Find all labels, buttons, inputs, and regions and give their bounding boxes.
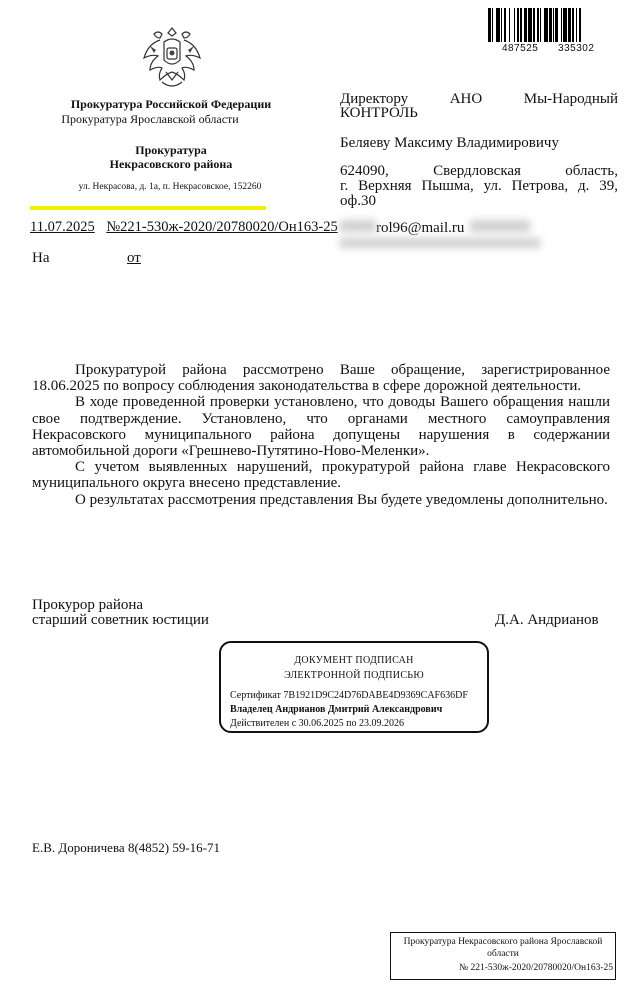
coat-of-arms-icon	[140, 24, 204, 90]
recipient-line1: Директору АНО Мы-Народный	[340, 91, 618, 107]
body-paragraph: О результатах рассмотрения представления Вы будете уведомлены дополнительно.	[75, 491, 608, 508]
barcode	[488, 8, 614, 46]
registration-box	[390, 932, 616, 980]
org-name: Прокуратура Российской Федерации	[70, 97, 272, 111]
stamp-valid-label: Действителен	[230, 718, 290, 729]
barcode-bar	[581, 8, 585, 42]
reply-ot-label: от	[127, 250, 141, 266]
district-line1: Прокуратура	[135, 143, 207, 157]
registration-line2: области	[487, 948, 519, 959]
org-region: Прокуратура Ярославской области	[61, 112, 239, 126]
stamp-valid-value: с 30.06.2025 по 23.09.2026	[291, 718, 405, 729]
stamp-title2: ЭЛЕКТРОННОЙ ПОДПИСЬЮ	[284, 670, 424, 681]
stamp-owner	[230, 703, 487, 717]
redaction-block	[340, 220, 376, 232]
body-paragraph: В ходе проведенной проверки установлено, что доводы Вашего обращения нашли свое подтверждение. Установлено, что органами местного самоуправления Некрасовского муниципального района допущены нарушения в содержании автомобильной дороги «Грешнево-Путятино-Ново-Меленки».	[32, 394, 610, 460]
stamp-cert-value: 7B1921D9C24D76DABE4D9369CAF636DF	[283, 690, 468, 701]
signatory-title1: Прокурор района	[32, 597, 144, 613]
highlight-line	[30, 206, 266, 210]
stamp-title1: ДОКУМЕНТ ПОДПИСАН	[294, 655, 414, 666]
body-paragraph: С учетом выявленных нарушений, прокуратурой района главе Некрасовского муниципального округа внесено представление.	[32, 459, 610, 492]
signatory-title2: старший советник юстиции	[32, 612, 209, 628]
recipient-address2: г. Верхняя Пышма, ул. Петрова, д. 39,	[340, 178, 618, 194]
org-address: ул. Некрасова, д. 1а, п. Некрасовское, 152260	[78, 182, 262, 192]
district-line2: Некрасовского района	[109, 157, 233, 171]
letter-date: 11.07.2025	[30, 219, 95, 235]
e-signature-stamp	[219, 641, 489, 733]
barcode-number	[502, 43, 594, 54]
stamp-owner-label: Владелец	[230, 704, 273, 715]
recipient-email: rol96@mail.ru	[376, 220, 465, 236]
stamp-validity	[230, 717, 487, 731]
reply-to-row	[32, 250, 141, 267]
stamp-certificate	[230, 689, 487, 703]
redaction-block	[470, 220, 530, 232]
signatory-name: Д.А. Андрианов	[495, 612, 599, 628]
recipient-name: Беляеву Максиму Владимировичу	[340, 135, 559, 151]
executor-contact: Е.В. Дороничева 8(4852) 59-16-71	[32, 840, 221, 855]
registration-number: № 221-530ж-2020/20780020/Он163-25	[459, 963, 613, 973]
registration-line1: Прокуратура Некрасовского района Ярославской	[403, 937, 603, 947]
recipient-email-row	[340, 220, 540, 237]
recipient-address3: оф.30	[340, 193, 376, 209]
barcode-number-left: 487525	[502, 43, 539, 54]
reference-line	[30, 219, 338, 236]
reply-na-label: На	[32, 250, 50, 266]
barcode-bars	[488, 8, 614, 42]
stamp-cert-label: Сертификат	[230, 690, 281, 701]
redaction-block	[340, 238, 540, 248]
recipient-line2: КОНТРОЛЬ	[340, 105, 418, 121]
letter-body	[32, 362, 610, 508]
body-paragraph: Прокуратурой района рассмотрено Ваше обращение, зарегистрированное 18.06.2025 по вопросу соблюдения законодательства в сфере дорожной деятельности.	[32, 362, 610, 395]
letter-number: №221-530ж-2020/20780020/Он163-25	[106, 219, 338, 235]
barcode-number-right: 335302	[558, 43, 595, 54]
recipient-address1: 624090, Свердловская область,	[340, 163, 618, 179]
stamp-owner-value: Андрианов Дмитрий Александрович	[275, 704, 443, 715]
